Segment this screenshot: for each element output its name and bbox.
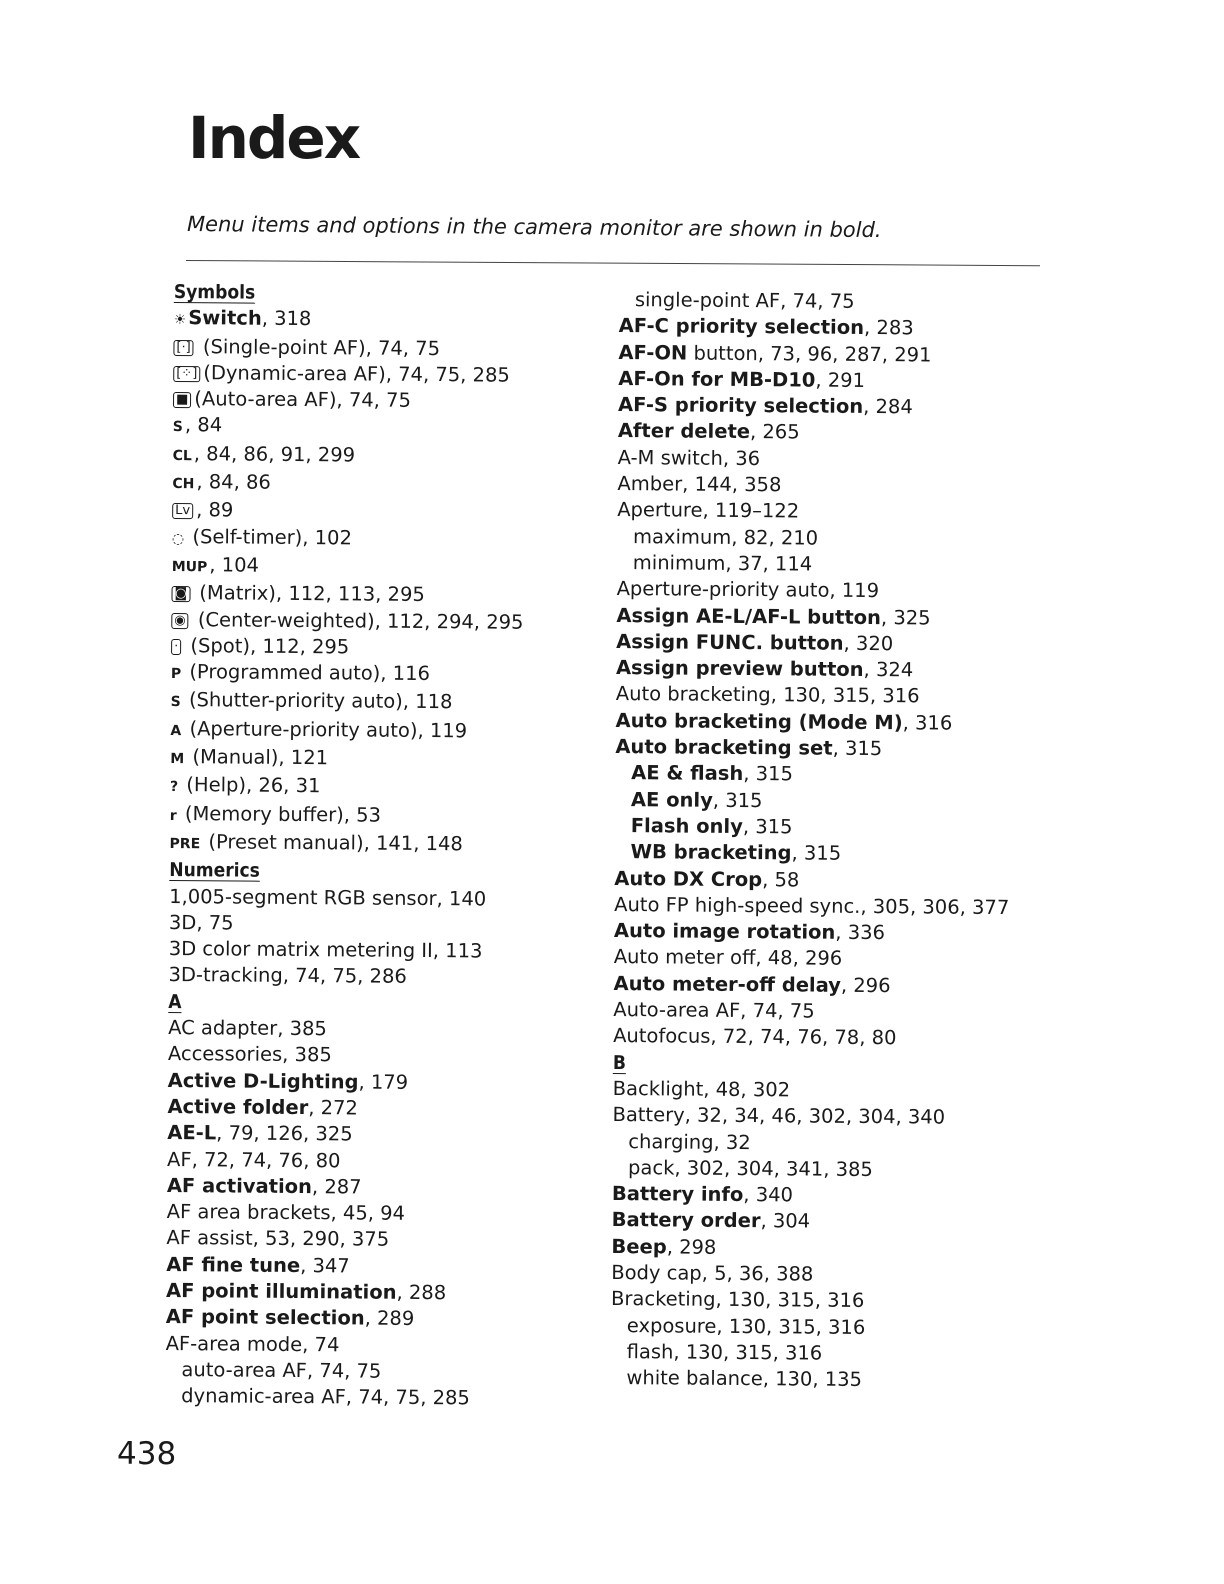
index-pages: , 272	[308, 1095, 358, 1120]
index-pages: Auto meter off, 48, 296	[613, 945, 843, 971]
index-entry	[616, 681, 1056, 711]
index-pages: AF area brackets, 45, 94	[166, 1200, 406, 1225]
index-pages: 3D, 75	[168, 910, 234, 935]
index-pages: , 287	[311, 1174, 362, 1199]
auto-area-af-icon: ■	[173, 392, 191, 408]
index-section-heading: Symbols	[173, 280, 256, 304]
index-term: Beep	[611, 1234, 667, 1259]
index-pages: maximum, 82, 210	[632, 524, 819, 550]
index-entry	[168, 1068, 588, 1098]
index-entry	[172, 469, 592, 501]
memory-buffer-icon: r	[169, 807, 177, 824]
index-entry	[169, 936, 589, 966]
mirror-up-icon: MUP	[171, 558, 208, 576]
index-entry	[615, 734, 1055, 764]
index-pages: , 320	[843, 631, 894, 656]
index-entry	[613, 1076, 1053, 1106]
index-entry	[173, 360, 593, 390]
index-subentry	[615, 760, 1055, 790]
index-entry	[173, 412, 593, 444]
index-term: AF fine tune	[166, 1252, 301, 1277]
index-subentry	[614, 839, 1054, 869]
index-pages: , 318	[261, 306, 312, 331]
index-entry	[614, 944, 1054, 974]
index-pages: , 289	[364, 1306, 415, 1331]
manual-mode-icon: M	[170, 751, 185, 768]
index-pages: Body cap, 5, 36, 388	[611, 1260, 814, 1286]
index-entry	[613, 997, 1053, 1027]
index-pages: , 315	[743, 762, 794, 786]
index-entry	[614, 866, 1054, 896]
index-pages: charging, 32	[628, 1129, 751, 1154]
index-pages: Auto bracketing, 130, 315, 316	[615, 682, 920, 708]
index-term: Battery order	[611, 1208, 761, 1233]
index-term: AF-On for MB-D10	[618, 366, 816, 392]
index-term: AF-S priority selection	[617, 393, 864, 419]
index-entry	[169, 910, 589, 940]
index-entry	[170, 744, 590, 776]
index-term: AF-ON	[618, 340, 688, 365]
index-term: Flash only	[630, 814, 743, 838]
index-pages: (Aperture-priority auto), 119	[183, 716, 468, 743]
index-entry	[618, 340, 1058, 370]
index-entry	[611, 1286, 1051, 1316]
index-entry	[171, 580, 591, 610]
index-pages: , 283	[863, 316, 914, 340]
index-pages: , 315	[742, 814, 793, 839]
page-title: Index	[188, 104, 360, 172]
index-entry	[166, 1252, 586, 1282]
index-pages: , 84	[184, 413, 223, 437]
index-pages: exposure, 130, 315, 316	[626, 1313, 866, 1339]
index-entry	[613, 971, 1053, 1001]
index-pages: (Memory buffer), 53	[178, 801, 382, 827]
index-pages: , 324	[863, 658, 914, 682]
index-entry	[616, 655, 1056, 685]
index-pages: dynamic-area AF, 74, 75, 285	[181, 1384, 470, 1410]
index-pages: (Dynamic-area AF), 74, 75, 285	[203, 361, 510, 387]
index-pages: , 84, 86, 91, 299	[193, 441, 356, 467]
index-section-heading: A	[168, 990, 182, 1013]
programmed-auto-icon: P	[170, 666, 182, 683]
index-entry	[618, 366, 1058, 396]
index-column-right	[610, 287, 1059, 1395]
index-pages: (Self-timer), 102	[186, 524, 353, 550]
index-pages: Auto-area AF, 74, 75	[613, 997, 815, 1023]
index-term: AF point illumination	[165, 1278, 397, 1304]
index-subentry	[165, 1383, 585, 1413]
single-frame-release-icon: S	[172, 419, 183, 436]
index-entry	[173, 441, 593, 473]
index-pages: , 315	[791, 841, 842, 865]
continuous-low-icon: CL	[172, 447, 192, 464]
index-entry	[616, 603, 1056, 633]
index-pages: , 296	[840, 973, 891, 997]
index-pages: (Preset manual), 141, 148	[202, 830, 463, 856]
index-pages: , 288	[396, 1280, 447, 1305]
single-point-af-icon: [·]	[173, 340, 193, 356]
index-entry	[614, 892, 1054, 922]
shutter-priority-icon: S	[170, 694, 181, 711]
index-pages: (Single-point AF), 74, 75	[196, 334, 441, 360]
index-pages: , 316	[902, 710, 953, 735]
matrix-metering-icon: ◙	[171, 586, 190, 602]
index-entry	[173, 334, 593, 364]
index-entry	[171, 633, 591, 663]
index-entry	[615, 708, 1055, 738]
index-pages: Aperture-priority auto, 119	[616, 577, 880, 603]
preset-manual-icon: PRE	[169, 835, 201, 853]
index-entry	[170, 801, 590, 833]
index-pages: A-M switch, 36	[617, 445, 761, 470]
index-term: AF point selection	[165, 1305, 365, 1330]
index-pages: (Manual), 121	[186, 745, 329, 770]
index-subentry	[611, 1313, 1051, 1343]
index-subentry	[617, 550, 1057, 580]
self-timer-icon: ◌	[171, 530, 185, 547]
index-pages: , 315	[832, 736, 883, 761]
index-entry	[167, 1094, 587, 1124]
index-subentry	[611, 1339, 1051, 1369]
index-entry	[612, 1181, 1052, 1211]
index-term: Auto DX Crop	[614, 866, 763, 891]
index-term: Assign AE-L/AF-L button	[616, 603, 882, 629]
index-term: AE only	[630, 787, 713, 812]
page-number: 438	[117, 1436, 177, 1472]
index-subentry	[617, 524, 1057, 554]
index-term: AF activation	[166, 1173, 313, 1198]
index-pages: 1,005-segment RGB sensor, 140	[169, 884, 487, 911]
index-term: Battery info	[611, 1182, 744, 1207]
index-entry	[172, 497, 592, 527]
index-term: Switch	[188, 306, 262, 330]
index-pages: 3D color matrix metering II, 113	[168, 937, 483, 963]
index-subentry	[615, 813, 1055, 843]
index-pages: , 79, 126, 325	[216, 1121, 353, 1146]
index-entry	[611, 1234, 1051, 1264]
continuous-high-icon: CH	[172, 476, 195, 493]
index-entry	[167, 1199, 587, 1229]
index-entry	[612, 1102, 1052, 1132]
index-pages: Autofocus, 72, 74, 76, 78, 80	[613, 1024, 897, 1050]
index-entry	[618, 445, 1058, 475]
index-term: AF-C priority selection	[618, 314, 865, 340]
index-entry	[167, 1146, 587, 1176]
index-entry	[168, 962, 588, 992]
index-entry	[168, 1041, 588, 1071]
index-term: Auto image rotation	[613, 919, 836, 944]
index-entry	[617, 576, 1057, 606]
index-pages: (Center-weighted), 112, 294, 295	[191, 607, 524, 634]
index-entry	[166, 1304, 586, 1334]
index-pages: Amber, 144, 358	[617, 472, 782, 497]
index-pages: (Help), 26, 31	[180, 773, 321, 798]
index-pages: button, 73, 96, 287, 291	[687, 341, 932, 367]
index-entry	[171, 607, 591, 637]
index-subentry	[612, 1128, 1052, 1158]
index-term: Active D-Lighting	[167, 1068, 359, 1094]
index-entry	[613, 1023, 1053, 1053]
index-pages: , 304	[760, 1209, 811, 1233]
index-term: Auto bracketing (Mode M)	[615, 708, 903, 734]
index-term: AE & flash	[631, 761, 744, 786]
index-pages: (Matrix), 112, 113, 295	[193, 581, 425, 607]
index-subtitle: Menu items and options in the camera monitor are shown in bold.	[186, 212, 882, 243]
index-term: Auto meter-off delay	[613, 971, 842, 997]
index-entry	[617, 471, 1057, 501]
index-term: Assign FUNC. button	[616, 629, 844, 655]
index-entry	[173, 386, 593, 416]
index-pages: , 291	[815, 368, 866, 392]
index-term: After delete	[617, 419, 751, 444]
index-entry	[619, 313, 1059, 343]
index-pages: (Spot), 112, 295	[184, 633, 350, 659]
index-entry	[614, 918, 1054, 948]
index-entry	[612, 1207, 1052, 1237]
index-column-left	[165, 279, 594, 1413]
index-pages: white balance, 130, 135	[626, 1366, 863, 1392]
index-entry	[172, 552, 592, 584]
index-entry	[171, 687, 591, 719]
index-entry	[166, 1331, 586, 1361]
index-section-heading: B	[612, 1051, 627, 1074]
index-pages: (Shutter-priority auto), 118	[182, 688, 453, 714]
aperture-priority-icon: A	[170, 722, 182, 739]
index-pages: , 104	[209, 553, 260, 577]
index-entry	[169, 829, 589, 861]
index-entry	[611, 1260, 1051, 1290]
index-pages: (Auto-area AF), 74, 75	[194, 387, 412, 413]
index-pages: (Programmed auto), 116	[183, 660, 431, 686]
index-pages: , 284	[863, 395, 913, 419]
index-entry	[172, 524, 592, 556]
center-weighted-metering-icon: ◉	[171, 613, 188, 629]
index-entry	[166, 1278, 586, 1308]
index-subentry	[610, 1365, 1050, 1395]
index-entry	[169, 884, 589, 914]
index-pages: , 84, 86	[196, 470, 271, 494]
index-pages: AF-area mode, 74	[165, 1331, 340, 1356]
index-pages: Backlight, 48, 302	[612, 1076, 791, 1102]
index-entry	[616, 629, 1056, 659]
index-pages: 3D-tracking, 74, 75, 286	[168, 963, 407, 989]
index-entry	[167, 1120, 587, 1150]
index-term: Active folder	[167, 1094, 309, 1119]
index-pages: minimum, 37, 114	[632, 551, 813, 576]
index-pages: , 265	[749, 420, 800, 444]
index-entry	[171, 659, 591, 691]
live-view-icon: Lv	[172, 503, 193, 519]
index-entry	[618, 418, 1058, 448]
index-pages: , 336	[835, 920, 886, 945]
index-subentry	[615, 787, 1055, 817]
index-subentry	[612, 1155, 1052, 1185]
index-term: Auto bracketing set	[615, 735, 833, 760]
index-entry	[618, 392, 1058, 422]
dynamic-area-af-icon: [⁘]	[173, 366, 200, 382]
index-pages: , 89	[196, 498, 234, 522]
index-pages: , 340	[743, 1183, 794, 1207]
index-pages: , 298	[666, 1235, 717, 1259]
header-divider	[186, 260, 1040, 266]
index-pages: auto-area AF, 74, 75	[181, 1357, 382, 1383]
index-pages: AC adapter, 385	[168, 1015, 327, 1041]
index-entry	[170, 772, 590, 804]
help-icon: ?	[169, 779, 179, 796]
index-pages: , 325	[880, 605, 931, 630]
index-pages: , 58	[762, 867, 800, 891]
index-section-heading: Numerics	[169, 859, 260, 882]
index-entry	[170, 716, 590, 748]
index-subentry	[165, 1357, 585, 1387]
index-pages: flash, 130, 315, 316	[626, 1339, 823, 1365]
index-entry	[168, 1015, 588, 1045]
index-pages: AF assist, 53, 290, 375	[166, 1226, 390, 1252]
index-pages: , 315	[712, 788, 763, 812]
index-entry	[167, 1173, 587, 1203]
index-pages: Battery, 32, 34, 46, 302, 304, 340	[612, 1103, 946, 1129]
index-entry	[174, 305, 594, 337]
index-subentry	[619, 287, 1059, 317]
index-pages: , 179	[358, 1070, 409, 1094]
index-pages: pack, 302, 304, 341, 385	[627, 1155, 873, 1181]
index-entry	[617, 497, 1057, 527]
index-pages: , 347	[300, 1253, 350, 1278]
index-pages: single-point AF, 74, 75	[634, 288, 855, 313]
index-term: WB bracketing	[630, 840, 792, 865]
spot-metering-icon: ·	[171, 639, 181, 655]
index-pages: Aperture, 119–122	[617, 498, 800, 523]
index-term: AE-L	[167, 1121, 217, 1145]
illumination-switch-icon: ☀	[173, 312, 187, 329]
index-pages: AF, 72, 74, 76, 80	[166, 1147, 341, 1172]
index-pages: Accessories, 385	[167, 1042, 332, 1067]
index-pages: Auto FP high-speed sync., 305, 306, 377	[614, 892, 1010, 919]
index-pages: Bracketing, 130, 315, 316	[610, 1287, 865, 1313]
index-entry	[166, 1225, 586, 1255]
index-term: Assign preview button	[615, 656, 864, 682]
